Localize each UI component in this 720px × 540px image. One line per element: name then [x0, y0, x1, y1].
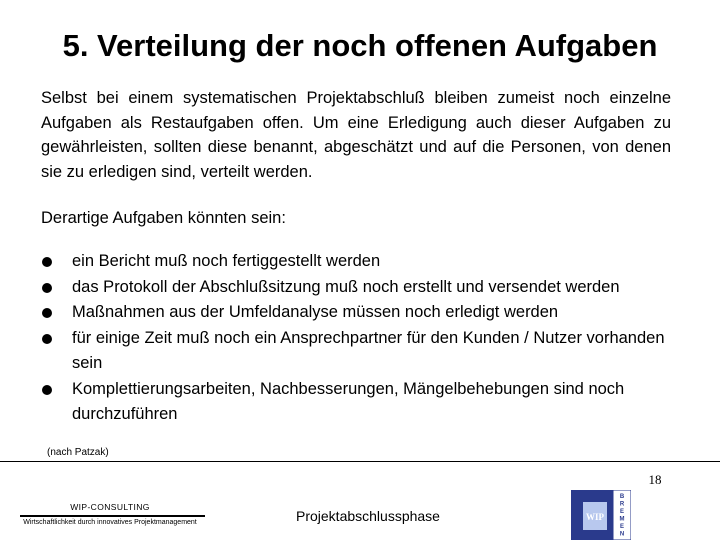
- logo-wip-text: WIP: [586, 512, 604, 522]
- logo-letter: M: [619, 516, 625, 523]
- bullet-icon: [42, 334, 52, 344]
- task-bullet-list: [41, 249, 681, 428]
- logo-letter: R: [619, 501, 625, 508]
- bullet-icon: [42, 283, 52, 293]
- bullet-icon: [42, 308, 52, 318]
- intro-paragraph: Selbst bei einem systematischen Projektabschluß bleiben zumeist noch einzelne Aufgaben als Restaufgaben offen. Um eine Erledigung auch dieser Aufgaben zu gewährleisten, sollten diese benannt, abgeschätzt und auf die Personen, von denen sie zu erledigen sind, verteilt werden.: [41, 89, 671, 181]
- list-item: [41, 275, 681, 301]
- logo-letter: N: [619, 531, 625, 538]
- logo-letter: E: [619, 509, 625, 515]
- list-item-text: das Protokoll der Abschlußsitzung muß noch erstellt und versendet werden: [72, 277, 620, 296]
- footer-divider: [0, 461, 720, 462]
- company-tagline: Wirtschaftlichkeit durch innovatives Projektmanagement: [23, 519, 197, 526]
- logo-letter: E: [619, 524, 625, 530]
- list-item: [41, 326, 681, 377]
- bullet-icon: [42, 257, 52, 267]
- list-lead-text: Derartige Aufgaben könnten sein:: [41, 209, 286, 227]
- page-number: 18: [648, 472, 662, 487]
- wip-bremen-logo: [571, 490, 631, 540]
- bullet-icon: [42, 385, 52, 395]
- list-item: [41, 377, 681, 428]
- company-name: WIP-CONSULTING: [70, 502, 150, 512]
- list-item-text: ein Bericht muß noch fertiggestellt werden: [72, 252, 381, 270]
- list-item-text: für einige Zeit muß noch ein Ansprechpartner für den Kunden / Nutzer vorhanden sein: [72, 328, 665, 372]
- logo-letter: B: [619, 494, 625, 500]
- section-label: Projektabschlussphase: [296, 508, 440, 524]
- list-item: [41, 249, 681, 275]
- source-note: (nach Patzak): [47, 447, 109, 458]
- list-item: [41, 300, 681, 326]
- list-item-text: Maßnahmen aus der Umfeldanalyse müssen noch erledigt werden: [72, 303, 559, 321]
- slide-title: 5. Verteilung der noch offenen Aufgaben: [62, 28, 658, 63]
- company-underline: [20, 515, 205, 517]
- list-item-text: Komplettierungsarbeiten, Nachbesserungen, Mängelbehebungen sind noch durchzuführen: [72, 379, 625, 423]
